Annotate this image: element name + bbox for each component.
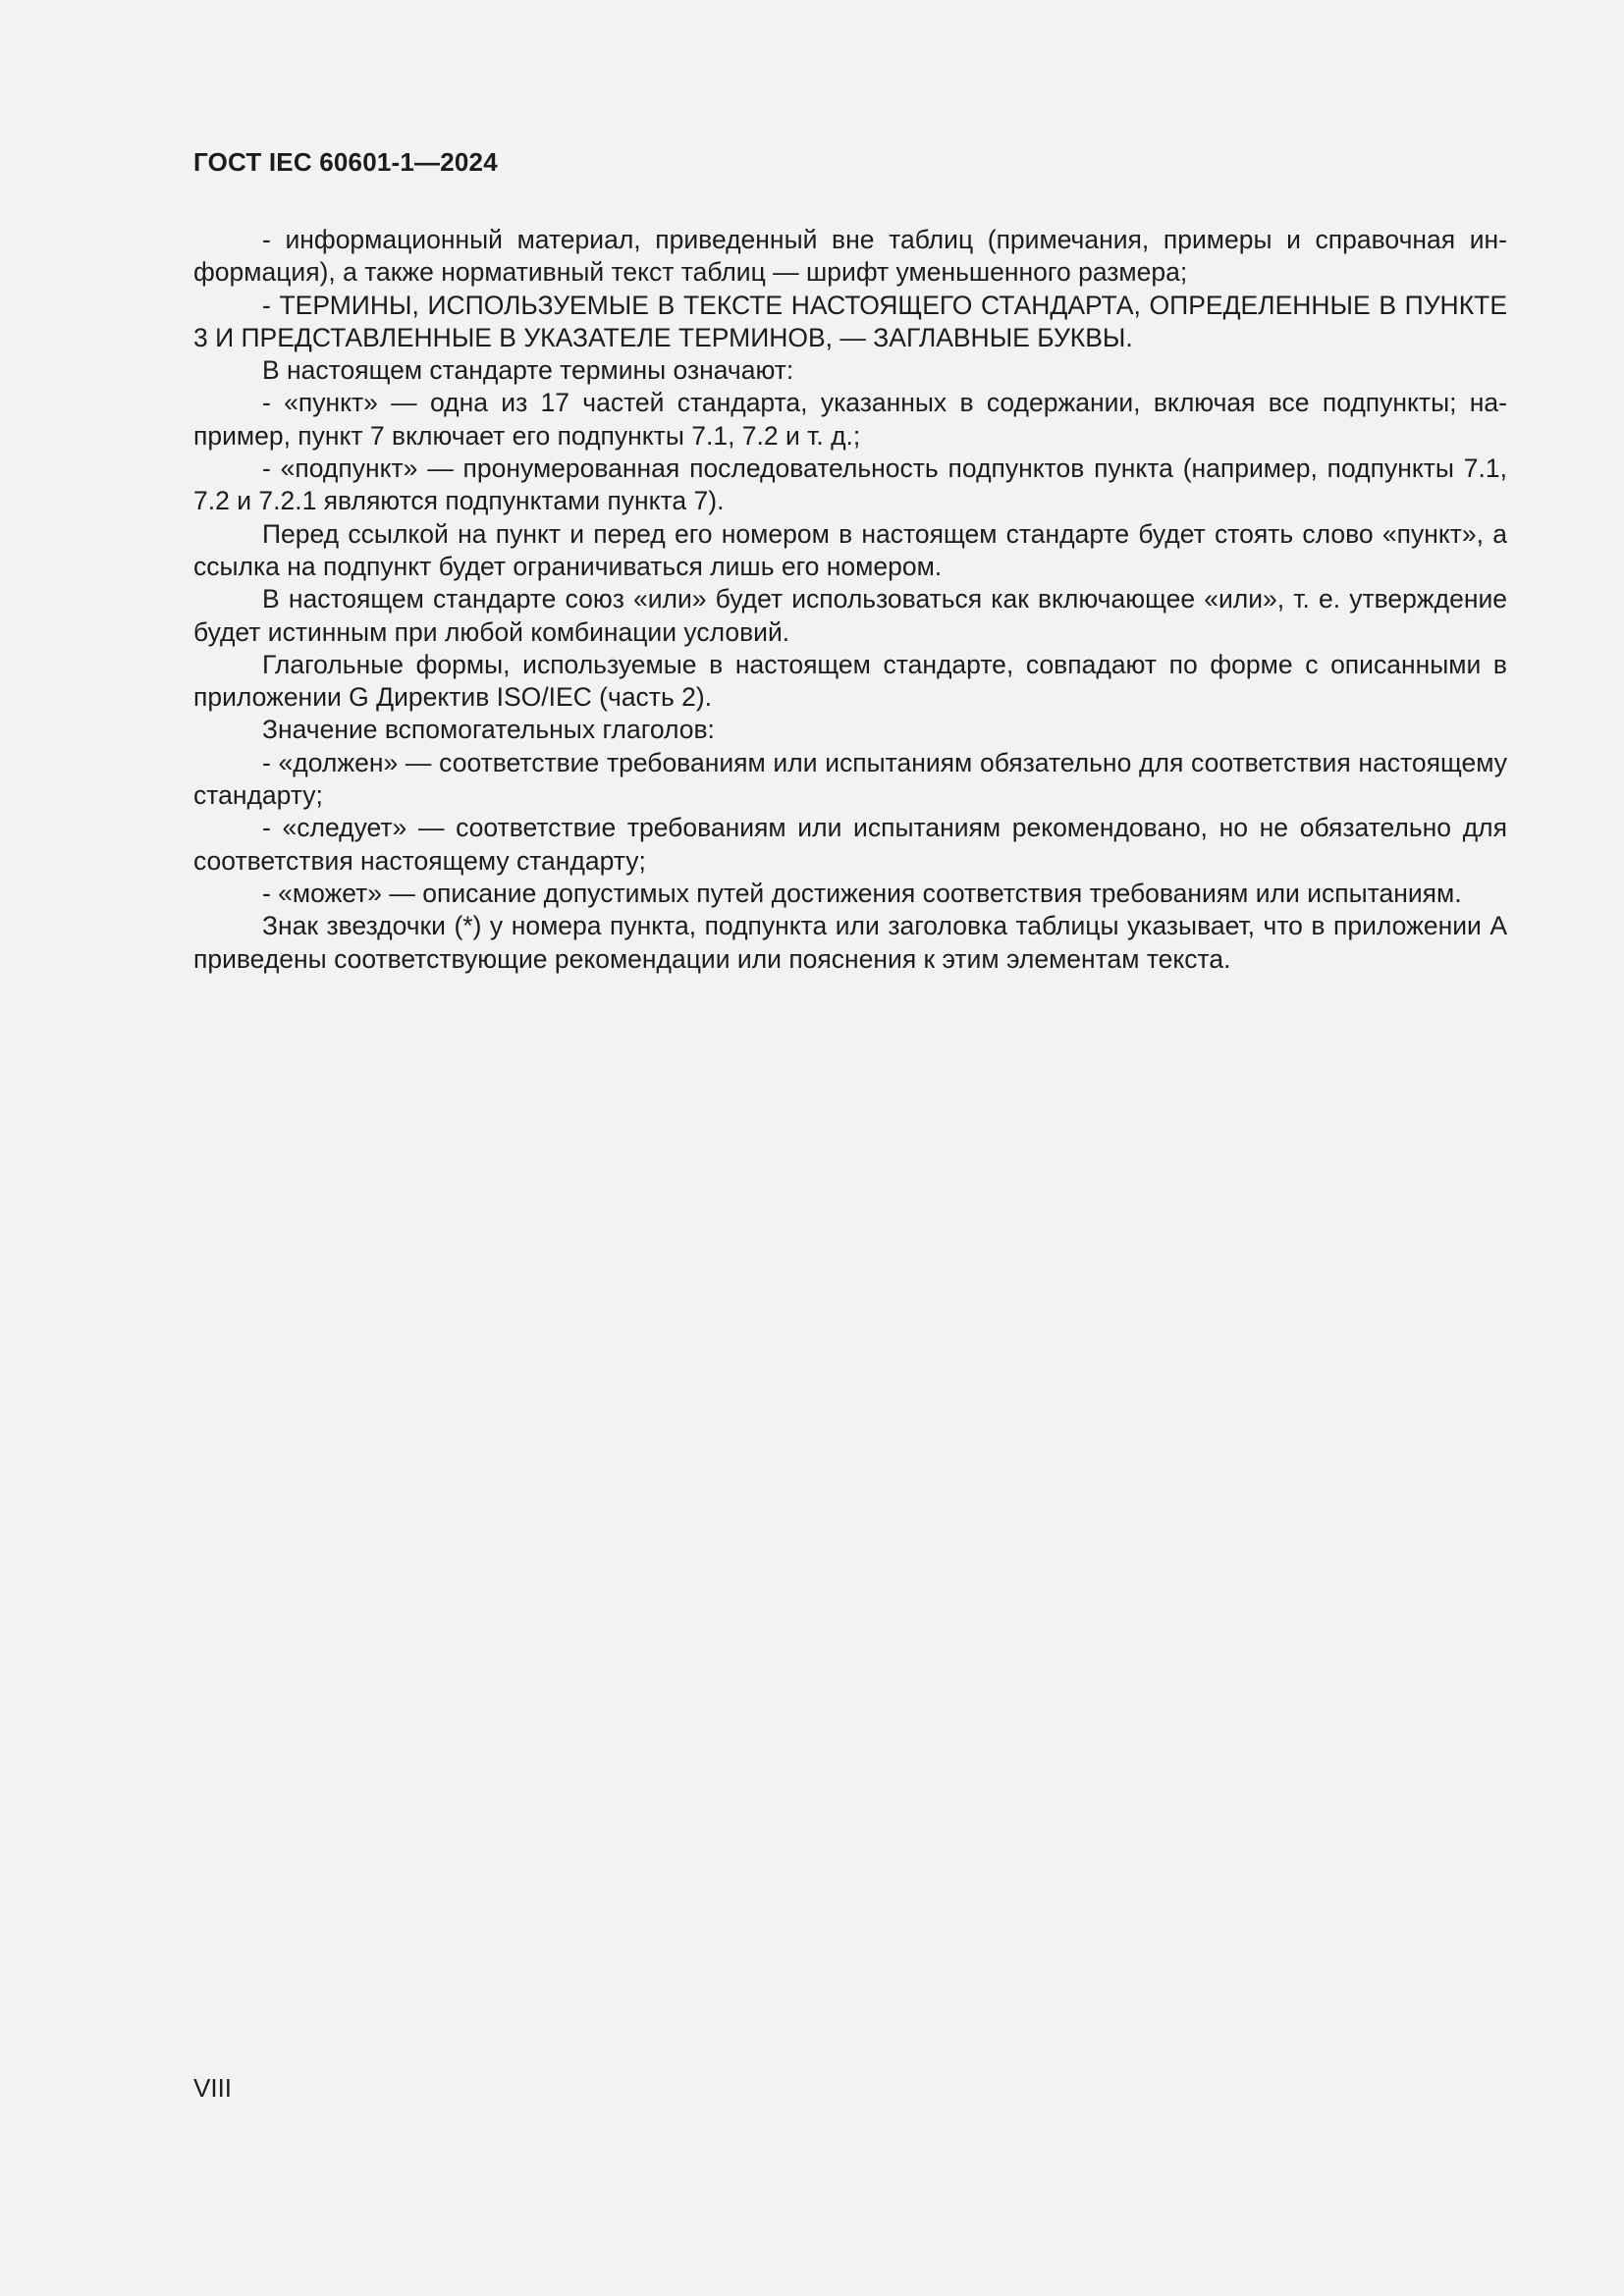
paragraph: Значение вспомогательных глаголов: (262, 715, 715, 745)
paragraph: - ТЕРМИНЫ, ИСПОЛЬЗУЕМЫЕ В ТЕКСТЕ НАСТОЯЩЕГО СТАНДАРТА, ОПРЕДЕЛЕННЫЕ В ПУНКТЕ 3 И ПРЕДСТАВЛЕННЫЕ В УКАЗАТЕЛЕ ТЕРМИНОВ, — ЗАГЛАВНЫЕ БУКВЫ. (193, 290, 1507, 352)
paragraph: Знак звездочки (*) у номера пункта, подпункта или заголовка таблицы указывает, что в приложении А приведены соответствующие рекомендации или пояснения к этим элементам текста. (193, 911, 1507, 974)
body-text (193, 224, 1507, 976)
page-number: VIII (193, 2073, 233, 2103)
paragraph: - «подпункт» — пронумерованная последовательность подпунктов пункта (например, подпункты 7.1, 7.2 и 7.2.1 являются подпунктами пункта 7). (193, 454, 1507, 516)
paragraph: - «может» — описание допустимых путей достижения соответствия требованиям или испытаниям. (262, 878, 1462, 908)
paragraph: Глагольные формы, используемые в настоящем стандарте, совпадают по форме с описанными в приложении G Директив ISO/IEC (часть 2). (193, 649, 1507, 713)
paragraph: - «должен» — соответствие требованиям или испытаниям обязательно для соответствия настоящему стандарту; (193, 747, 1507, 811)
paragraph: - «следует» — соответствие требованиям или испытаниям рекомендовано, но не обязательно для соответствия настоящему стандарту; (193, 813, 1507, 876)
paragraph: В настоящем стандарте союз «или» будет использоваться как включающее «или», т. е. утверждение будет истинным при любой комбинации условий. (193, 584, 1507, 647)
paragraph: В настоящем стандарте термины означают: (262, 355, 794, 386)
paragraph: - информационный материал, приведенный вне таблиц (примечания, примеры и справочная информация), а также нормативный текст таблиц — шрифт уменьшенного размера; (193, 225, 1507, 288)
paragraph: Перед ссылкой на пункт и перед его номером в настоящем стандарте будет стоять слово «пункт», а ссылка на подпункт будет ограничиваться лишь его номером. (193, 518, 1507, 581)
paragraph: - «пункт» — одна из 17 частей стандарта, указанных в содержании, включая все подпункты; например, пункт 7 включает его подпункты 7.1, 7.2 и т. д.; (193, 388, 1507, 451)
document-header: ГОСТ IEC 60601-1—2024 (193, 147, 498, 177)
